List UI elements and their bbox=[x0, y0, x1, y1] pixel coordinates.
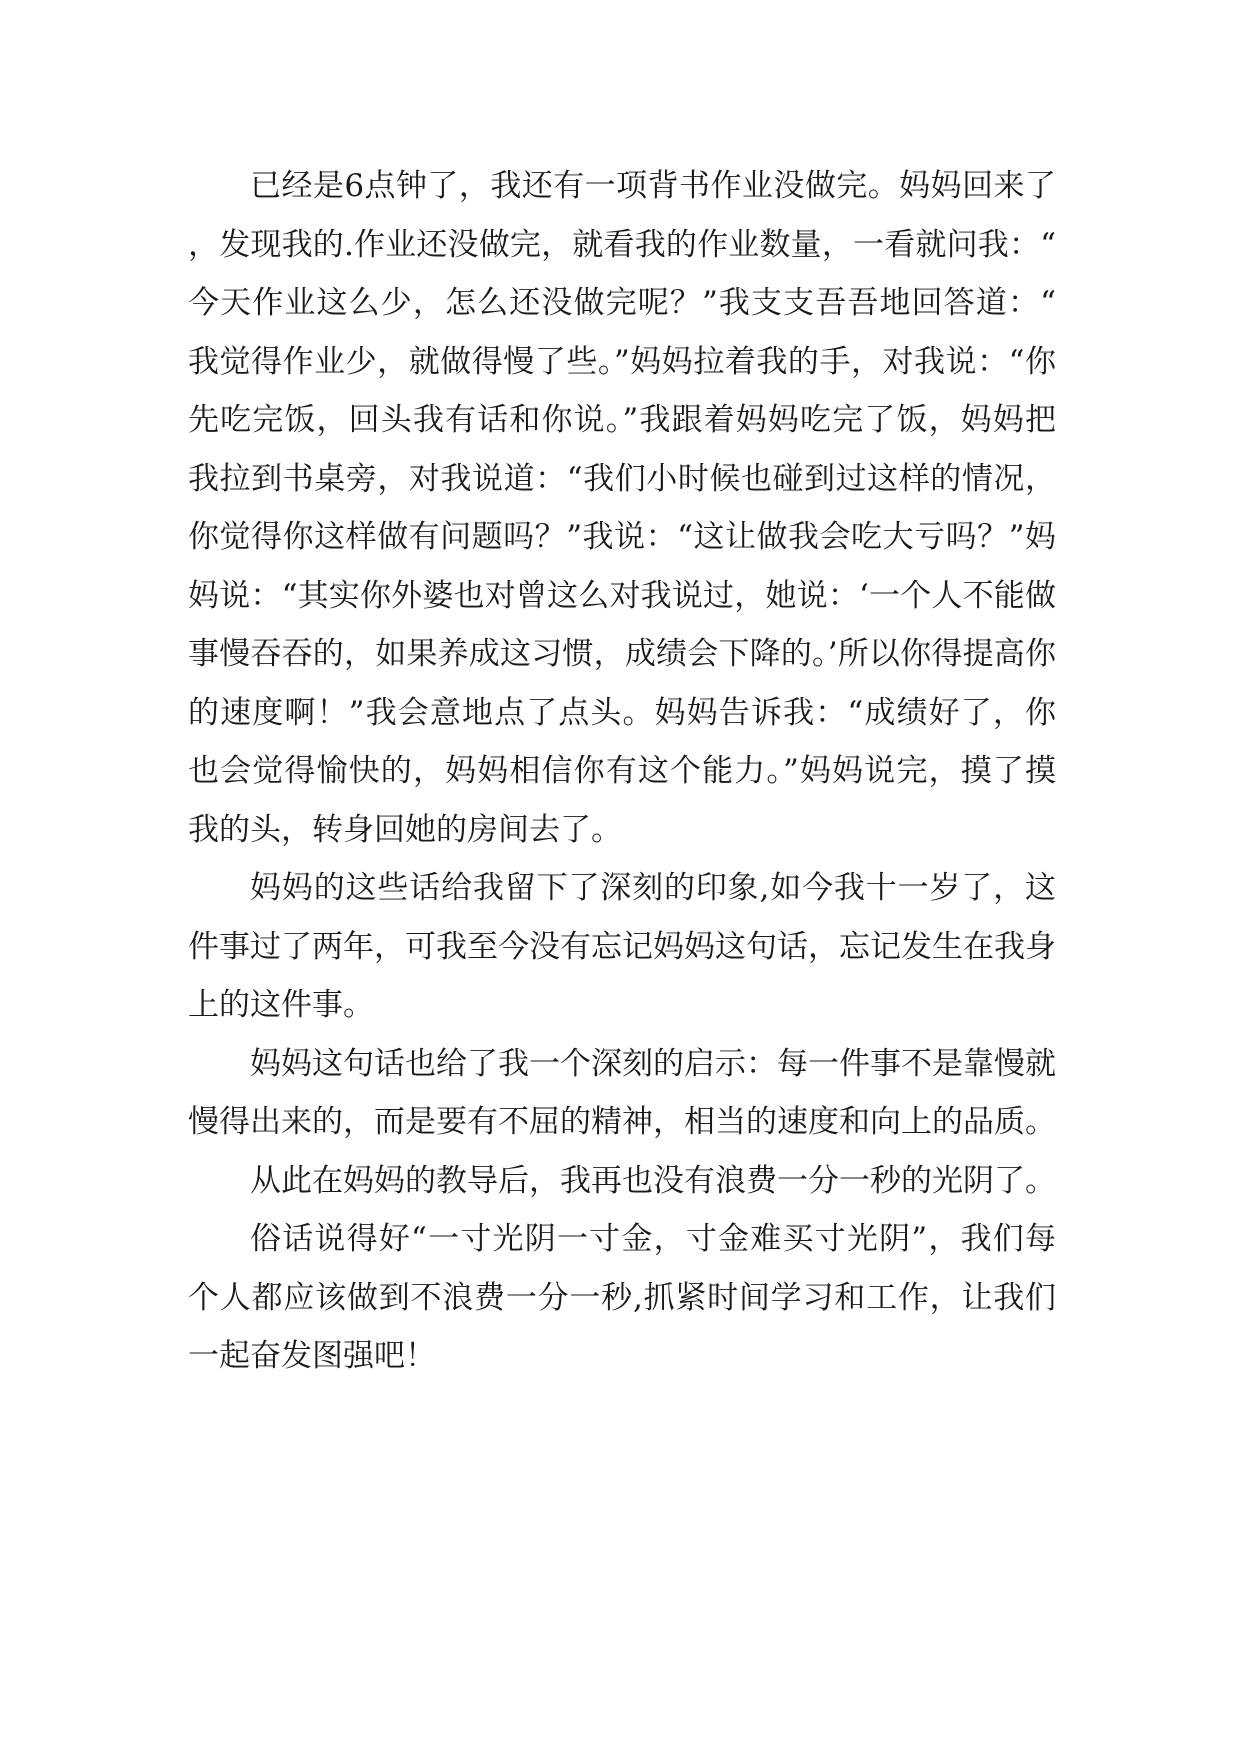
document-body bbox=[188, 157, 1056, 1386]
paragraph-4: 从此在妈妈的教导后，我再也没有浪费一分一秒的光阴了。 bbox=[250, 1162, 1056, 1199]
paragraph-2: 妈妈的这些话给我留下了深刻的印象,如今我十一岁了，这件事过了两年，可我至今没有忘记妈妈这句话，忘记发生在我身上的这件事。 bbox=[188, 870, 1056, 1023]
paragraph-1: 已经是6点钟了，我还有一项背书作业没做完。妈妈回来了，发现我的.作业还没做完，就看我的作业数量，一看就问我：“今天作业这么少，怎么还没做完呢？”我支支吾吾地回答道：“我觉得作业少，就做得慢了些。”妈妈拉着我的手，对我说：“你先吃完饭，回头我有话和你说。”我跟着妈妈吃完了饭，妈妈把我拉到书桌旁，对我说道：“我们小时候也碰到过这样的情况，你觉得你这样做有问题吗？”我说：“这让做我会吃大亏吗？”妈妈说：“其实你外婆也对曾这么对我说过，她说：‘一个人不能做事慢吞吞的，如果养成这习惯，成绩会下降的。’所以你得提高你的速度啊！”我会意地点了点头。妈妈告诉我：“成绩好了，你也会觉得愉快的，妈妈相信你有这个能力。”妈妈说完，摸了摸我的头，转身回她的房间去了。 bbox=[188, 168, 1056, 848]
paragraph-3: 妈妈这句话也给了我一个深刻的启示：每一件事不是靠慢就慢得出来的，而是要有不屈的精神，相当的速度和向上的品质。 bbox=[188, 1045, 1056, 1140]
paragraph-5: 俗话说得好“一寸光阴一寸金，寸金难买寸光阴”，我们每个人都应该做到不浪费一分一秒,抓紧时间学习和工作，让我们一起奋发图强吧！ bbox=[188, 1221, 1056, 1374]
